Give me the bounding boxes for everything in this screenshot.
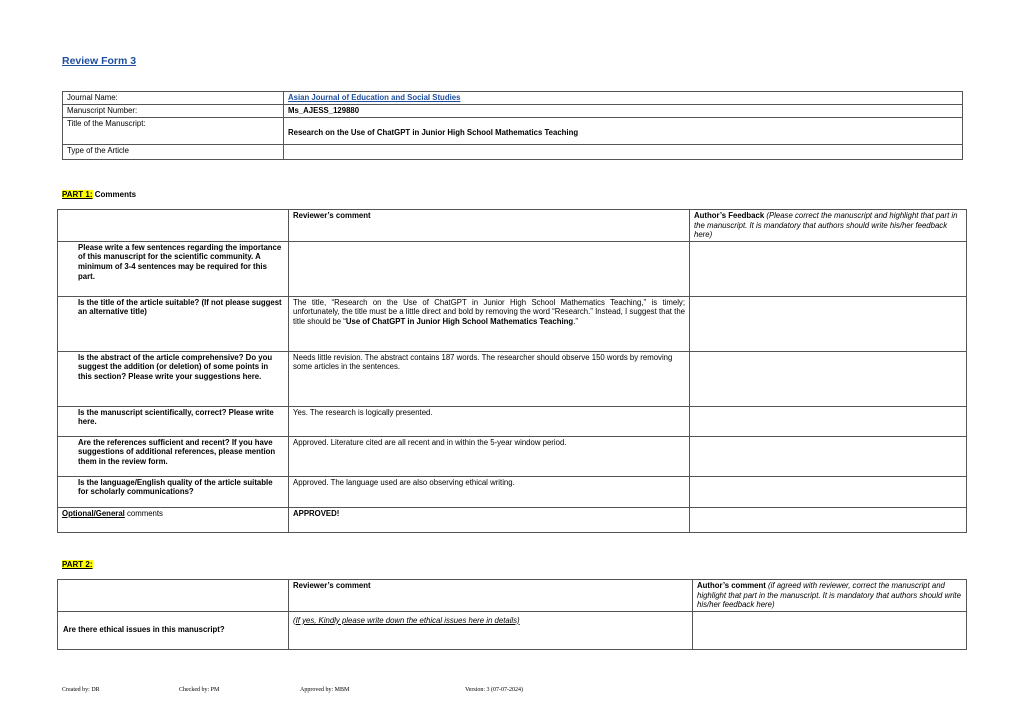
comment-ethics[interactable]	[289, 611, 693, 649]
footer-created-by: Created by: DR	[62, 687, 100, 693]
manuscript-number-value: Ms_AJESS_129880	[284, 105, 963, 118]
part2-heading	[62, 560, 93, 569]
table-row	[58, 406, 967, 436]
optional-comments-value[interactable]: APPROVED!	[289, 507, 690, 532]
feedback-abstract[interactable]	[690, 351, 967, 406]
question-ethics: Are there ethical issues in this manuscript?	[58, 611, 289, 649]
journal-name-link[interactable]: Asian Journal of Education and Social Studies	[288, 93, 461, 102]
feedback-importance[interactable]	[690, 241, 967, 296]
feedback-references[interactable]	[690, 436, 967, 476]
comment-title-suggestion: Use of ChatGPT in Junior High School Mathematics Teaching	[345, 316, 574, 326]
table-row	[58, 436, 967, 476]
table-row	[58, 611, 967, 649]
article-type-label: Type of the Article	[63, 145, 284, 160]
article-type-value	[284, 145, 963, 160]
part1-heading-text: Comments	[92, 190, 137, 199]
journal-name-label: Journal Name:	[63, 92, 284, 105]
manuscript-info-table	[62, 91, 963, 160]
part1-heading	[62, 190, 136, 199]
table-row	[58, 507, 967, 532]
part2-header-empty	[58, 580, 289, 612]
table-row	[58, 296, 967, 351]
part1-header-author-title: Author’s Feedback	[694, 211, 765, 220]
footer-approved-by: Approved by: MBM	[300, 687, 350, 693]
manuscript-title-label: Title of the Manuscript:	[63, 118, 284, 145]
comment-title-pre: The title, “Research on the Use of ChatGPT in Junior High School Mathematics Teaching,” is timely; unfortunately, the title must be a little direct and bold by removing the word “Research.” Instead, I suggest that the title should be “	[293, 297, 685, 326]
part1-header-author	[690, 210, 967, 242]
part2-header-author-note: (if agreed with reviewer, correct the manuscript and highlight that part in the manuscript. It is mandatory that authors should write his/her feedback here)	[697, 581, 961, 610]
part2-ethics-table	[57, 579, 967, 650]
question-scientific: Is the manuscript scientifically, correct? Please write here.	[58, 406, 289, 436]
optional-comments-label-underlined: Optional/General	[62, 508, 125, 518]
optional-comments-label-rest: comments	[124, 508, 163, 518]
comment-references[interactable]: Approved. Literature cited are all recent and in within the 5-year window period.	[289, 436, 690, 476]
manuscript-number-label: Manuscript Number:	[63, 105, 284, 118]
comment-title[interactable]	[289, 296, 690, 351]
comment-ethics-text: (If yes, Kindly please write down the ethical issues here in details)	[293, 615, 520, 625]
comment-abstract[interactable]: Needs little revision. The abstract contains 187 words. The researcher should observe 150 words by removing some articles in the sentences.	[289, 351, 690, 406]
comment-title-post: .”	[573, 316, 578, 326]
table-row	[58, 476, 967, 507]
table-row	[58, 241, 967, 296]
part1-comments-table	[57, 209, 967, 533]
part2-header-author-title: Author’s comment	[697, 581, 766, 590]
part2-header-reviewer: Reviewer’s comment	[289, 580, 693, 612]
feedback-ethics[interactable]	[693, 611, 967, 649]
table-row	[58, 351, 967, 406]
optional-comments-feedback[interactable]	[690, 507, 967, 532]
journal-name-value[interactable]	[284, 92, 963, 105]
comment-scientific[interactable]: Yes. The research is logically presented.	[289, 406, 690, 436]
footer-checked-by: Checked by: PM	[179, 687, 220, 693]
comment-language[interactable]: Approved. The language used are also observing ethical writing.	[289, 476, 690, 507]
form-title: Review Form 3	[62, 55, 137, 67]
feedback-language[interactable]	[690, 476, 967, 507]
part1-header-author-note: (Please correct the manuscript and highlight that part in the manuscript. It is mandatory that authors should write his/her feedback here)	[694, 211, 958, 240]
question-language: Is the language/English quality of the article suitable for scholarly communications?	[58, 476, 289, 507]
footer-version: Version: 3 (07-07-2024)	[465, 687, 523, 693]
question-abstract: Is the abstract of the article comprehensive? Do you suggest the addition (or deletion) of some points in this section? Please write your suggestions here.	[58, 351, 289, 406]
question-references: Are the references sufficient and recent? If you have suggestions of additional references, please mention them in the review form.	[58, 436, 289, 476]
manuscript-title-value: Research on the Use of ChatGPT in Junior High School Mathematics Teaching	[284, 118, 963, 145]
question-importance: Please write a few sentences regarding the importance of this manuscript for the scientific community. A minimum of 3-4 sentences may be required for this part.	[58, 241, 289, 296]
comment-importance[interactable]	[289, 241, 690, 296]
feedback-scientific[interactable]	[690, 406, 967, 436]
optional-comments-label	[58, 507, 289, 532]
part1-tag: PART 1:	[62, 190, 93, 199]
part1-header-empty	[58, 210, 289, 242]
part2-header-author	[693, 580, 967, 612]
question-title: Is the title of the article suitable? (If not please suggest an alternative title)	[58, 296, 289, 351]
part2-tag: PART 2:	[62, 560, 93, 569]
feedback-title[interactable]	[690, 296, 967, 351]
part1-header-reviewer: Reviewer’s comment	[289, 210, 690, 242]
